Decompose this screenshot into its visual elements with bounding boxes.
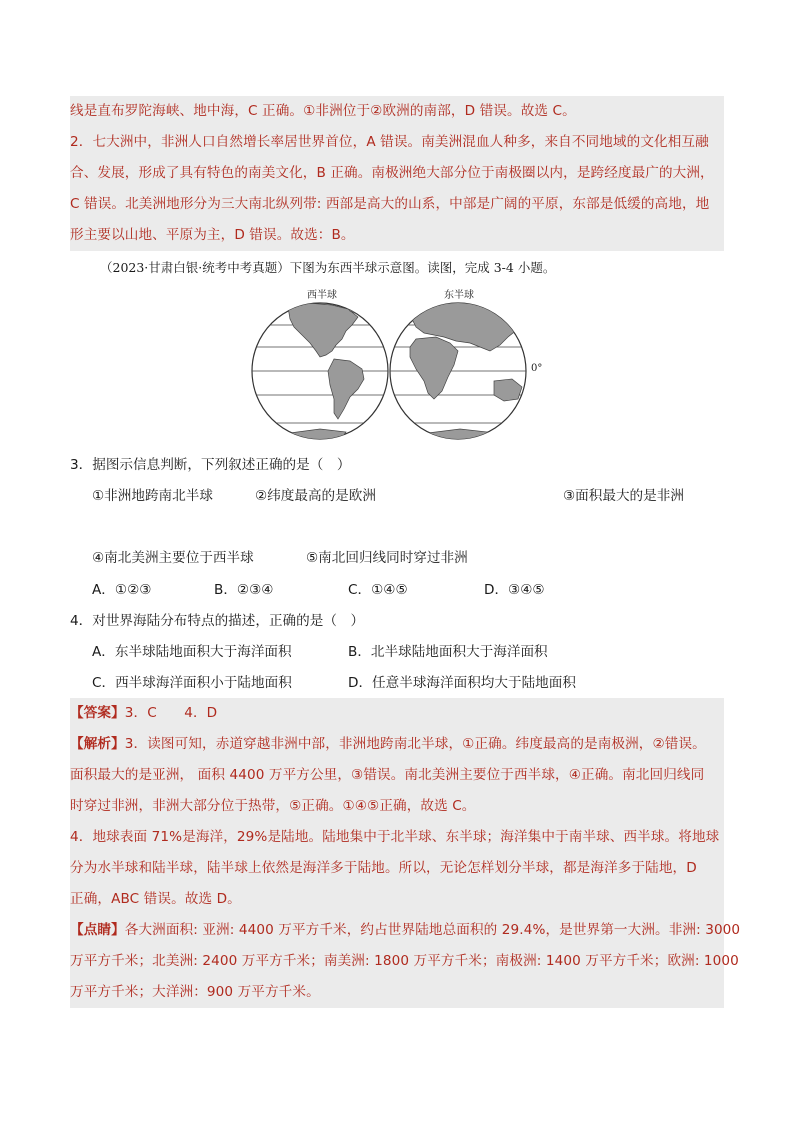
answer-analysis-block [70, 698, 741, 1008]
text-line: 正确，ABC 错误。故选 D。 [70, 891, 241, 907]
text-line: 合、发展，形成了具有特色的南美文化，B 正确。南极洲绝大部分位于南极圈以内，是跨经度最广的大洲， [70, 165, 714, 181]
statement-3: ③面积最大的是非洲 [563, 488, 684, 504]
question-3-option-c: C．①④⑤ [348, 582, 408, 598]
text-line: C 错误。北美洲地形分为三大南北纵列带: 西部是高大的山系，中部是广阔的平原，东部是低缓的高地，地 [70, 196, 710, 212]
text-line: 线是直布罗陀海峡、地中海，C 正确。①非洲位于②欧洲的南部，D 错误。故选 C。 [70, 103, 576, 119]
answer-text: 3．C 4．D [124, 705, 218, 721]
text-line: 4．地球表面 71%是海洋，29%是陆地。陆地集中于北半球、东半球；海洋集中于南半球、西半球。将地球 [70, 829, 720, 845]
question-4-option-c: C．西半球海洋面积小于陆地面积 [92, 675, 292, 691]
statement-5: ⑤南北回归线同时穿过非洲 [306, 550, 468, 566]
statement-1: ①非洲地跨南北半球 [92, 488, 213, 504]
equator-label: 0° [531, 363, 543, 374]
answer-line [70, 698, 724, 729]
text-line: 2．七大洲中，非洲人口自然增长率居世界首位，A 错误。南美洲混血人种多，来自不同地域的文化相互融 [70, 134, 709, 150]
question-4-stem: 4．对世界海陆分布特点的描述，正确的是（ ） [70, 613, 365, 629]
text-line: 万平方千米；大洋洲：900 万平方千米。 [70, 984, 320, 1000]
hemispheres-map [250, 285, 550, 445]
analysis-line [70, 729, 724, 760]
question-3-stem: 3．据图示信息判断，下列叙述正确的是（ ） [70, 457, 351, 473]
statement-2: ②纬度最高的是欧洲 [255, 488, 376, 504]
answer-tag: 【答案】 [70, 705, 125, 721]
question-3-option-b: B．②③④ [214, 582, 274, 598]
question-intro: （2023·甘肃白银·统考中考真题）下图为东西半球示意图。读图，完成 3-4 小题。 [100, 260, 556, 275]
west-hemisphere-label: 西半球 [307, 290, 337, 301]
tip-text: 各大洲面积: 亚洲: 4400 万平方千米，约占世界陆地总面积的 29.4%，是世界第一大洲。非洲: 3000 [124, 922, 741, 938]
text-line: 万平方千米；北美洲: 2400 万平方千米；南美洲: 1800 万平方千米；南极洲: 1400 万平方千米；欧洲: 1000 [70, 953, 739, 969]
question-3-option-a: A．①②③ [92, 582, 152, 598]
text-line: 面积最大的是亚洲， 面积 4400 万平方公里，③错误。南北美洲主要位于西半球，④正确。南北回归线同 [70, 767, 705, 783]
question-4-option-d: D．任意半球海洋面积均大于陆地面积 [348, 675, 576, 691]
text-line: 形主要以山地、平原为主，D 错误。故选：B。 [70, 227, 355, 243]
question-3-option-d: D．③④⑤ [484, 582, 545, 598]
hemispheres-figure [250, 285, 550, 445]
tip-line [70, 915, 741, 946]
question-4-option-a: A．东半球陆地面积大于海洋面积 [92, 644, 292, 660]
analysis-text: 3．读图可知，赤道穿越非洲中部，非洲地跨南北半球，①正确。纬度最高的是南极洲，②错误。 [124, 736, 706, 752]
question-4-option-b: B．北半球陆地面积大于海洋面积 [348, 644, 548, 660]
analysis-tag: 【解析】 [70, 736, 125, 752]
statement-4: ④南北美洲主要位于西半球 [92, 550, 254, 566]
previous-explanation-block [70, 96, 724, 251]
text-line: 分为水半球和陆半球，陆半球上依然是海洋多于陆地。所以，无论怎样划分半球，都是海洋多于陆地，D [70, 860, 697, 876]
text-line: 时穿过非洲，非洲大部分位于热带，⑤正确。①④⑤正确，故选 C。 [70, 798, 476, 814]
east-hemisphere-label: 东半球 [444, 290, 474, 301]
tip-tag: 【点睛】 [70, 922, 125, 938]
